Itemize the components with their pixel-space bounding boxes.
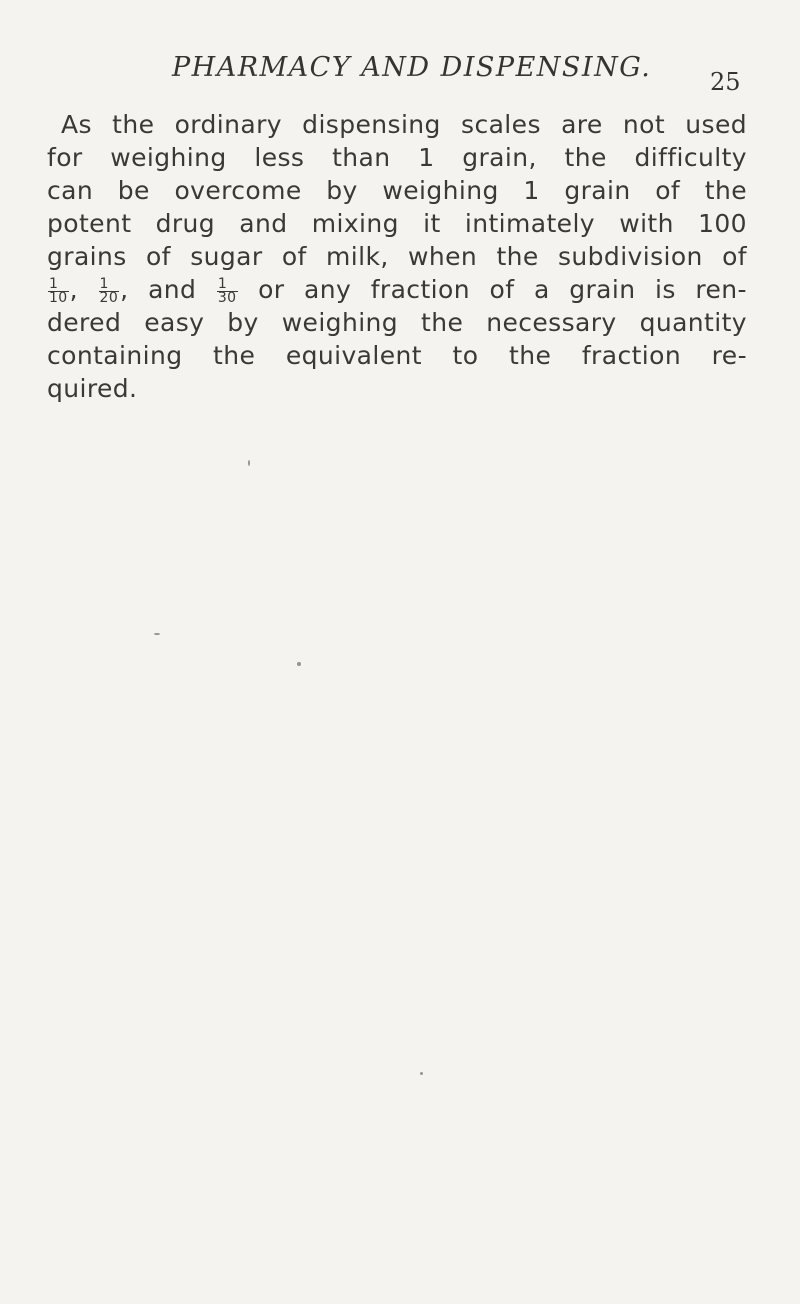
fraction-one-tenth: $\frac{1}{10}$ <box>49 276 68 306</box>
separator: , <box>69 275 78 304</box>
line-tail: or any fraction of a grain is ren- <box>258 275 747 304</box>
text-line: for weighing less than 1 grain, the difficulty <box>47 143 747 172</box>
paper-speck <box>297 662 301 666</box>
paper-speck <box>248 460 250 466</box>
text-line: As the ordinary dispensing scales are not used <box>61 110 747 139</box>
text-line: grains of sugar of milk, when the subdivision of <box>47 242 747 271</box>
body-paragraph <box>47 108 747 405</box>
paper-speck <box>420 1072 423 1075</box>
separator: , and <box>120 275 197 304</box>
fraction-one-twentieth: $\frac{1}{20}$ <box>99 276 119 306</box>
text-line: quired. <box>47 374 138 403</box>
text-line: dered easy by weighing the necessary quantity <box>47 308 747 337</box>
text-line: potent drug and mixing it intimately with 100 <box>47 209 747 238</box>
text-line: can be overcome by weighing 1 grain of the <box>47 176 747 205</box>
paper-speck <box>154 633 160 635</box>
page-number: 25 <box>710 68 741 96</box>
fraction-one-thirtieth: $\frac{1}{30}$ <box>217 276 237 306</box>
text-line: containing the equivalent to the fraction re- <box>47 341 747 370</box>
running-head-title: PHARMACY AND DISPENSING. <box>172 52 652 83</box>
text-line-fractions <box>47 273 747 306</box>
